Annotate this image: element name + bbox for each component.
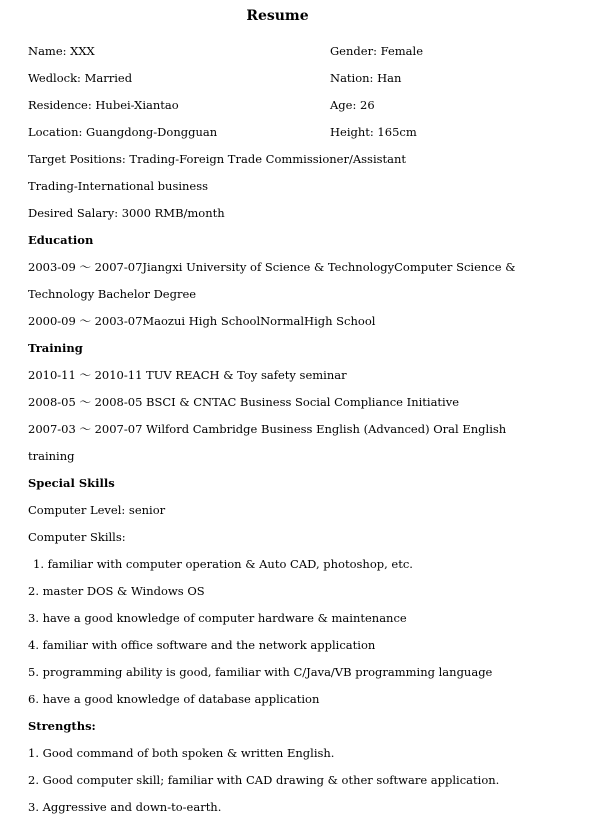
residence-field: Residence: Hubei-Xiantao xyxy=(28,98,179,112)
training-item: 2007-03 ～ 2007-07 Wilford Cambridge Business English (Advanced) Oral English xyxy=(28,422,507,436)
resume-body xyxy=(28,38,588,821)
desired-salary: Desired Salary: 3000 RMB/month xyxy=(28,206,225,220)
gender-field: Gender: Female xyxy=(330,44,423,58)
nation-field: Nation: Han xyxy=(330,71,402,85)
training-item: 2010-11 ～ 2010-11 TUV REACH & Toy safety seminar xyxy=(28,368,347,382)
personal-row-4 xyxy=(28,119,588,146)
page-title: Resume xyxy=(246,8,309,24)
computer-level: Computer Level: senior xyxy=(28,503,166,517)
wedlock-field: Wedlock: Married xyxy=(28,71,133,85)
location-field: Location: Guangdong-Dongguan xyxy=(28,125,218,139)
education-item: Technology Bachelor Degree xyxy=(28,287,197,301)
education-heading: Education xyxy=(28,233,94,247)
skill-item: 4. familiar with office software and the network application xyxy=(28,638,376,652)
personal-row-1 xyxy=(28,38,588,65)
strengths-heading: Strengths: xyxy=(28,719,96,733)
target-positions-line-2: Trading-International business xyxy=(28,179,209,193)
training-item: training xyxy=(28,449,75,463)
special-skills-heading: Special Skills xyxy=(28,476,115,490)
training-item: 2008-05 ～ 2008-05 BSCI & CNTAC Business Social Compliance Initiative xyxy=(28,395,460,409)
education-item: 2000-09 ～ 2003-07Maozui High SchoolNormalHigh School xyxy=(28,314,376,328)
training-heading: Training xyxy=(28,341,83,355)
strength-item: 3. Aggressive and down-to-earth. xyxy=(28,800,222,814)
strength-item: 2. Good computer skill; familiar with CAD drawing & other software application. xyxy=(28,773,500,787)
personal-row-3 xyxy=(28,92,588,119)
skill-item: 3. have a good knowledge of computer hardware & maintenance xyxy=(28,611,407,625)
skill-item: 2. master DOS & Windows OS xyxy=(28,584,205,598)
computer-skills-label: Computer Skills: xyxy=(28,530,126,544)
age-field: Age: 26 xyxy=(330,98,375,112)
skill-item: 6. have a good knowledge of database application xyxy=(28,692,320,706)
skill-item: 1. familiar with computer operation & Auto CAD, photoshop, etc. xyxy=(33,557,413,571)
personal-row-2 xyxy=(28,65,588,92)
name-field: Name: XXX xyxy=(28,44,95,58)
strength-item: 1. Good command of both spoken & written English. xyxy=(28,746,335,760)
height-field: Height: 165cm xyxy=(330,125,417,139)
skill-item: 5. programming ability is good, familiar with C/Java/VB programming language xyxy=(28,665,493,679)
education-item: 2003-09 ～ 2007-07Jiangxi University of Science & TechnologyComputer Science & xyxy=(28,260,516,274)
target-positions-line-1: Target Positions: Trading-Foreign Trade Commissioner/Assistant xyxy=(28,152,407,166)
